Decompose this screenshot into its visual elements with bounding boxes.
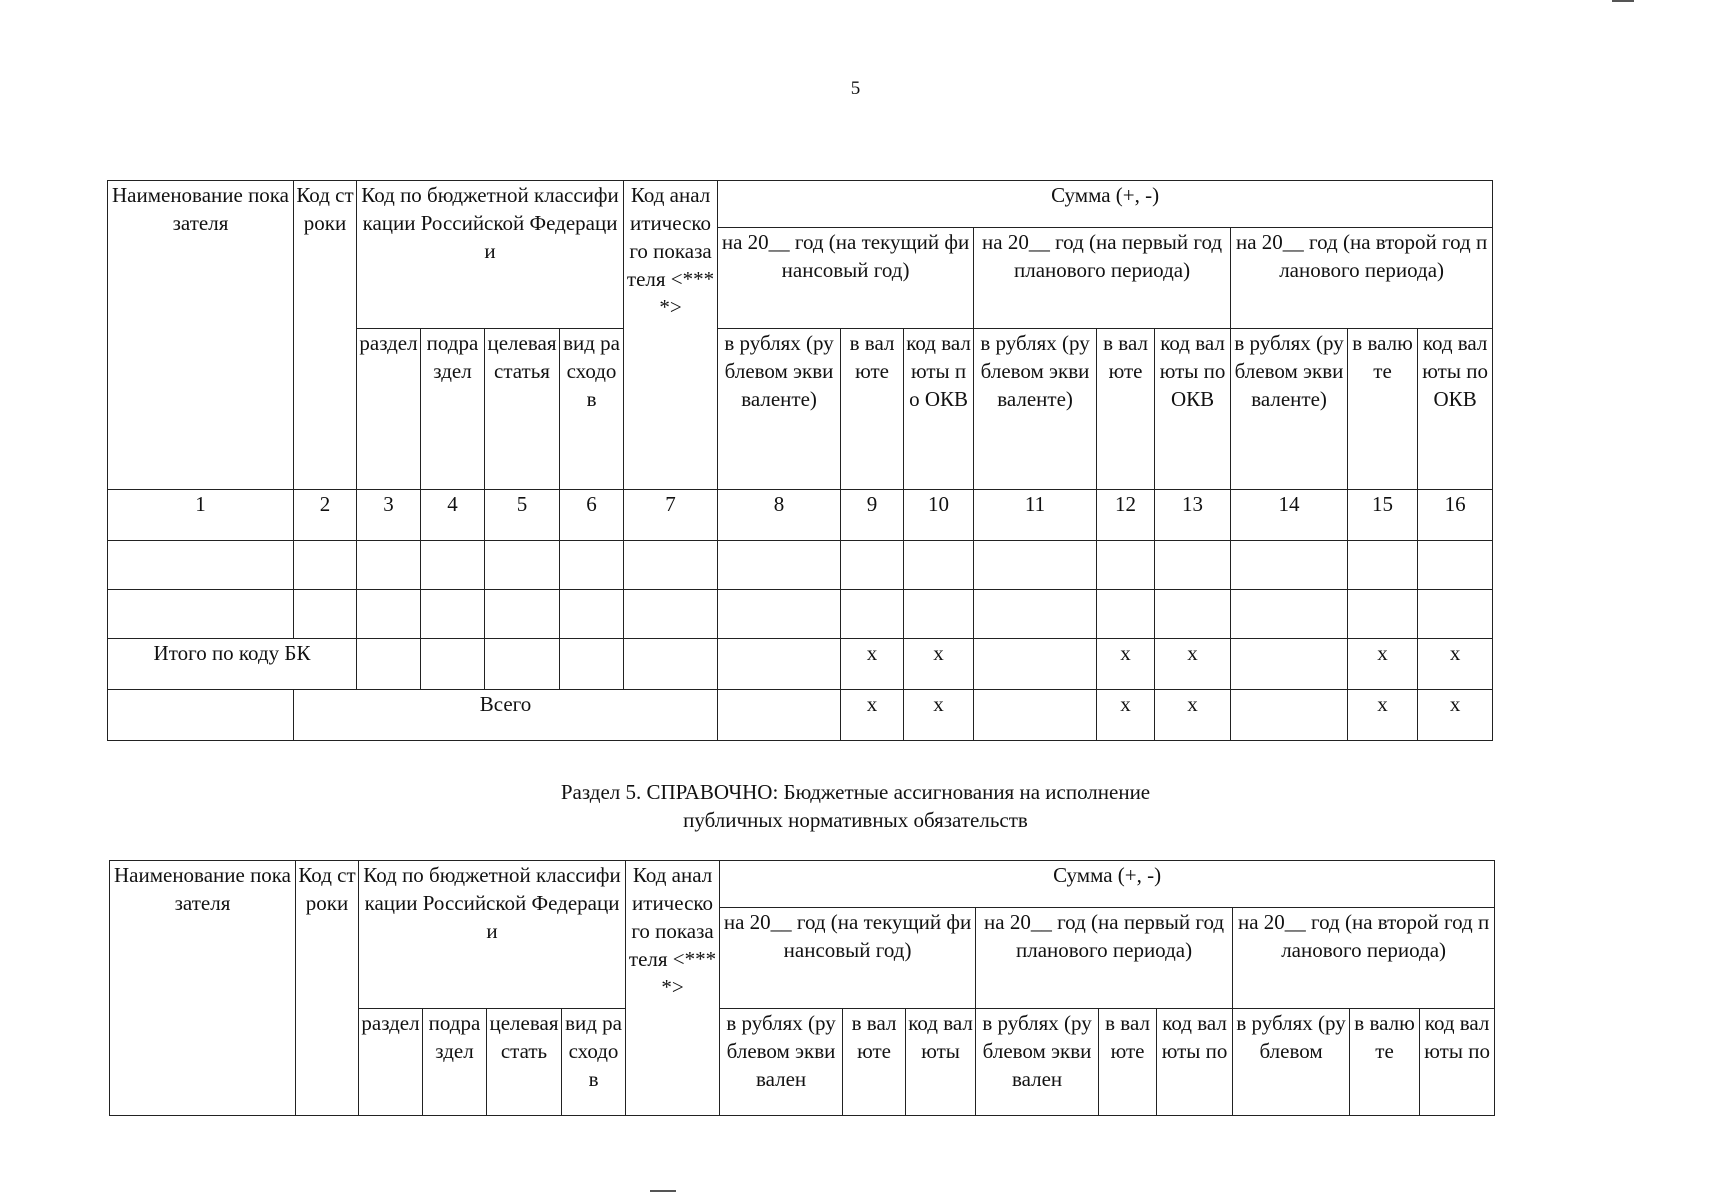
page-number: 5 — [850, 78, 861, 99]
section-title: Раздел 5. СПРАВОЧНО: Бюджетные ассигнования на исполнение публичных нормативных обязательств — [560, 780, 1151, 832]
header-year-current: на 20__ год (на текущий финансовый год) — [720, 908, 976, 1009]
header-razdel: раздел — [359, 1009, 423, 1116]
x-mark: x — [1097, 690, 1155, 741]
header-year-second: на 20__ год (на второй год планового периода) — [1231, 228, 1493, 329]
header-val-current: в валюте — [841, 329, 904, 490]
header-val-first: в валюте — [1097, 329, 1155, 490]
header-name: Наименование показателя — [110, 861, 296, 1116]
header-val-current: в валюте — [843, 1009, 906, 1116]
header-rub-first: в рублях (рублевом эквивален — [976, 1009, 1099, 1116]
header-celevaya: целевая статья — [485, 329, 560, 490]
column-number: 6 — [560, 490, 624, 541]
header-year-first: на 20__ год (на первый год планового периода) — [974, 228, 1231, 329]
budget-table — [107, 180, 1493, 741]
header-year-second: на 20__ год (на второй год планового периода) — [1233, 908, 1495, 1009]
x-mark: x — [1155, 690, 1231, 741]
header-val-first: в валюте — [1099, 1009, 1157, 1116]
header-rub-second: в рублях (рублевом — [1233, 1009, 1350, 1116]
header-bk-code: Код по бюджетной классификации Российской Федерации — [357, 181, 624, 329]
header-analytic-code: Код аналитического показателя <****> — [624, 181, 718, 490]
header-rub-second: в рублях (рублевом эквиваленте) — [1231, 329, 1348, 490]
obligations-table — [109, 860, 1495, 1116]
scan-mark — [650, 1190, 676, 1192]
x-mark: x — [904, 690, 974, 741]
header-row-code: Код строки — [296, 861, 359, 1116]
x-mark: x — [904, 639, 974, 690]
header-okv-second: код валюты по — [1420, 1009, 1495, 1116]
header-okv-second: код валюты по ОКВ — [1418, 329, 1493, 490]
header-celevaya: целевая стать — [487, 1009, 562, 1116]
header-val-second: в валюте — [1348, 329, 1418, 490]
x-mark: x — [1097, 639, 1155, 690]
column-number: 9 — [841, 490, 904, 541]
header-name: Наименование показателя — [108, 181, 294, 490]
header-year-current: на 20__ год (на текущий финансовый год) — [718, 228, 974, 329]
x-mark: x — [1348, 639, 1418, 690]
column-number: 4 — [421, 490, 485, 541]
header-sum: Сумма (+, -) — [718, 181, 1493, 228]
header-val-second: в валюте — [1350, 1009, 1420, 1116]
column-number: 11 — [974, 490, 1097, 541]
header-vid: вид расходов — [562, 1009, 626, 1116]
column-number: 10 — [904, 490, 974, 541]
scan-mark — [1612, 0, 1634, 2]
column-number: 2 — [294, 490, 357, 541]
x-mark: x — [1418, 690, 1493, 741]
itogo-label: Итого по коду БК — [108, 639, 357, 690]
x-mark: x — [1155, 639, 1231, 690]
column-number: 13 — [1155, 490, 1231, 541]
header-sum: Сумма (+, -) — [720, 861, 1495, 908]
header-okv-first: код валюты по — [1157, 1009, 1233, 1116]
header-rub-current: в рублях (рублевом эквиваленте) — [718, 329, 841, 490]
column-number: 1 — [108, 490, 294, 541]
header-year-first: на 20__ год (на первый год планового периода) — [976, 908, 1233, 1009]
column-numbers-row — [108, 490, 1493, 541]
column-number: 15 — [1348, 490, 1418, 541]
vsego-label: Всего — [294, 690, 718, 741]
itogo-row — [108, 639, 1493, 690]
column-number: 12 — [1097, 490, 1155, 541]
header-okv-current: код валюты — [906, 1009, 976, 1116]
header-podrazdel: подраздел — [421, 329, 485, 490]
header-rub-first: в рублях (рублевом эквиваленте) — [974, 329, 1097, 490]
header-podrazdel: подраздел — [423, 1009, 487, 1116]
header-analytic-code: Код аналитического показателя <****> — [626, 861, 720, 1116]
header-vid: вид расходов — [560, 329, 624, 490]
x-mark: x — [1348, 690, 1418, 741]
header-bk-code: Код по бюджетной классификации Российской Федерации — [359, 861, 626, 1009]
x-mark: x — [841, 690, 904, 741]
column-number: 14 — [1231, 490, 1348, 541]
column-number: 8 — [718, 490, 841, 541]
header-okv-current: код валюты по ОКВ — [904, 329, 974, 490]
x-mark: x — [1418, 639, 1493, 690]
table-row — [108, 541, 1493, 590]
header-row-code: Код строки — [294, 181, 357, 490]
x-mark: x — [841, 639, 904, 690]
header-razdel: раздел — [357, 329, 421, 490]
vsego-row — [108, 690, 1493, 741]
column-number: 7 — [624, 490, 718, 541]
column-number: 16 — [1418, 490, 1493, 541]
header-rub-current: в рублях (рублевом эквивален — [720, 1009, 843, 1116]
table-row — [108, 590, 1493, 639]
header-okv-first: код валюты по ОКВ — [1155, 329, 1231, 490]
column-number: 5 — [485, 490, 560, 541]
column-number: 3 — [357, 490, 421, 541]
